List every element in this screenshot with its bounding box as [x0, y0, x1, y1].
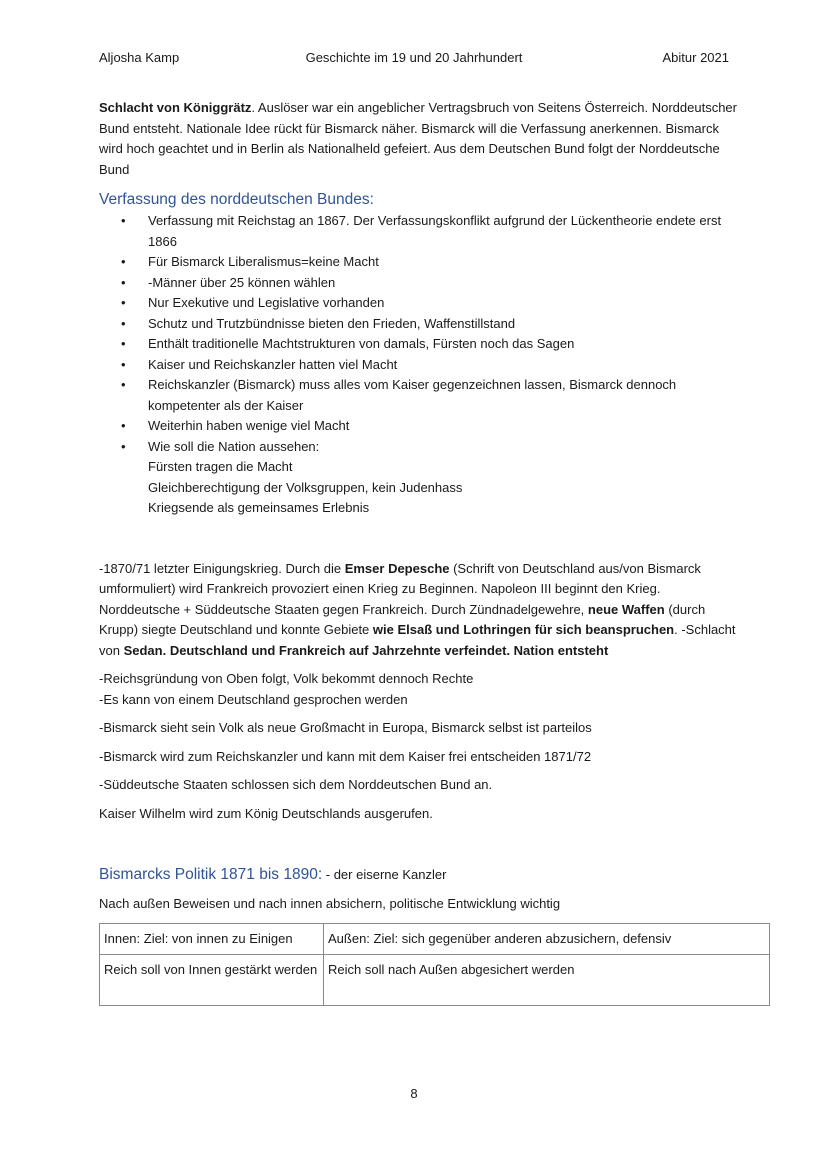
list-item-nation: [99, 437, 739, 519]
war-text: (durch Krupp) siegte Deutschland und konnte Gebiete: [99, 601, 706, 637]
paragraph-reichskanzler: -Bismarck wird zum Reichskanzler und kann mit dem Kaiser frei entscheiden 1871/72: [99, 748, 592, 764]
war-text: (Schrift von Deutschland aus/von Bismarck umformuliert) wird Frankreich provoziert einen Krieg zu Beginnen. Napoleon III beginnt den Krieg. Norddeutsche + Süddeutsche Staaten gegen Frankreich. Durch Zündnadelgewehre,: [99, 560, 701, 617]
list-item: • Kaiser und Reichskanzler hatten viel Macht: [99, 355, 739, 376]
section-heading-politik-title: Bismarcks Politik 1871 bis 1890:: [99, 866, 323, 883]
intro-paragraph: [99, 98, 739, 180]
table-cell: Außen: Ziel: sich gegenüber anderen abzusichern, defensiv: [324, 923, 770, 954]
header-exam: Abitur 2021: [662, 50, 729, 65]
intro-bold: Schlacht von Königgrätz: [99, 100, 252, 115]
sub-line: Fürsten tragen die Macht: [148, 459, 293, 474]
intro-text: . Auslöser war ein angeblicher Vertragsbruch von Seitens Österreich. Norddeutscher Bund entsteht. Nationale Idee rückt für Bismarck näher. Bismarck will die Verfassung anerkennen. Bismarck wird hoch geachtet und in Berlin als Nationalheld gefeiert. Aus dem Deutschen Bund folgt der Norddeutsche Bund: [99, 100, 737, 177]
table-cell: Reich soll nach Außen abgesichert werden: [324, 954, 770, 1005]
war-paragraph: [99, 559, 739, 662]
list-item: • -Männer über 25 können wählen: [99, 273, 739, 294]
list-item-label: Wie soll die Nation aussehen:: [148, 438, 320, 454]
sub-line: Kriegsende als gemeinsames Erlebnis: [148, 500, 370, 515]
war-bold: Sedan. Deutschland und Frankreich auf Jahrzehnte verfeindet. Nation entsteht: [123, 642, 609, 658]
war-bold: Emser Depesche: [344, 560, 450, 576]
paragraph-deutschland: -Es kann von einem Deutschland gesprochen werden: [99, 691, 408, 707]
paragraph-sueddeutsche: -Süddeutsche Staaten schlossen sich dem Norddeutschen Bund an.: [99, 777, 493, 792]
list-item: • Schutz und Trutzbündnisse bieten den Frieden, Waffenstillstand: [99, 314, 739, 335]
section-heading-politik: [99, 864, 739, 886]
paragraph-reichsgruendung: -Reichsgründung von Oben folgt, Volk bekommt dennoch Rechte: [99, 671, 474, 686]
war-text: . -Schlacht von: [99, 622, 736, 658]
list-item: • Weiterhin haben wenige viel Macht: [99, 416, 739, 437]
politik-table: [99, 923, 770, 1006]
page-number: 8: [410, 1086, 418, 1101]
politik-intro: Nach außen Beweisen und nach innen absichern, politische Entwicklung wichtig: [99, 896, 561, 911]
paragraph-grossmacht: -Bismarck sieht sein Volk als neue Großmacht in Europa, Bismarck selbst ist parteilos: [99, 720, 592, 735]
paragraph-kaiser: Kaiser Wilhelm wird zum König Deutschlands ausgerufen.: [99, 805, 433, 821]
section-heading-verfassung: Verfassung des norddeutschen Bundes:: [99, 191, 374, 208]
war-text: -1870/71 letzter Einigungskrieg. Durch die: [99, 560, 345, 576]
page-content: [99, 98, 739, 1006]
list-item: • Für Bismarck Liberalismus=keine Macht: [99, 252, 739, 273]
table-row: [100, 923, 770, 954]
table-row: [100, 954, 770, 1005]
war-bold: wie Elsaß und Lothringen für sich beanspruchen: [372, 622, 675, 637]
sub-line: Gleichberechtigung der Volksgruppen, kein Judenhass: [148, 479, 463, 495]
header-subject: Geschichte im 19 und 20 Jahrhundert: [305, 50, 523, 65]
table-cell: Reich soll von Innen gestärkt werden: [100, 954, 324, 1005]
war-bold: neue Waffen: [587, 601, 665, 617]
list-item: • Reichskanzler (Bismarck) muss alles vom Kaiser gegenzeichnen lassen, Bismarck dennoch kompetenter als der Kaiser: [99, 375, 739, 416]
verfassung-list: [99, 211, 739, 519]
header-author: Aljosha Kamp: [99, 50, 180, 65]
list-item: • Verfassung mit Reichstag an 1867. Der Verfassungskonflikt aufgrund der Lückentheorie endete erst 1866: [99, 211, 739, 252]
section-heading-politik-suffix: - der eiserne Kanzler: [322, 867, 447, 882]
table-cell: Innen: Ziel: von innen zu Einigen: [100, 923, 324, 954]
page-header: [99, 50, 729, 70]
list-item: • Nur Exekutive und Legislative vorhanden: [99, 293, 739, 314]
list-item: • Enthält traditionelle Machtstrukturen von damals, Fürsten noch das Sagen: [99, 334, 739, 355]
